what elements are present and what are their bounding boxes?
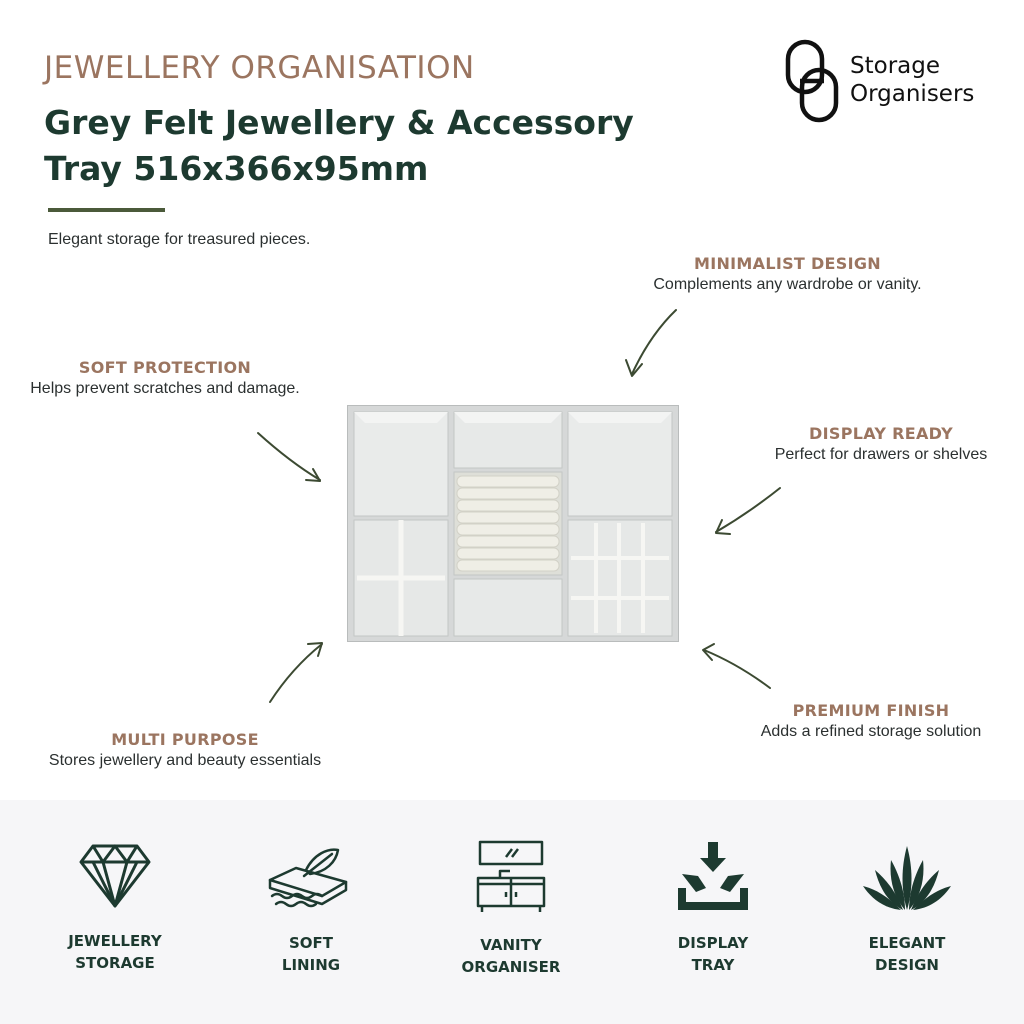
feature-heading: PREMIUM FINISH <box>792 701 950 720</box>
feature-display-ready <box>745 424 1017 464</box>
arrow-premium-finish <box>703 644 770 688</box>
brand-logo <box>784 38 1004 128</box>
benefit-jewellery-storage <box>40 840 190 974</box>
feather-lining-icon <box>266 840 356 912</box>
brand-name-line-2: Organisers <box>850 81 975 107</box>
arrow-soft-protection <box>258 433 320 481</box>
feature-description: Adds a refined storage solution <box>760 723 982 740</box>
benefit-elegant-design <box>832 840 982 976</box>
vanity-icon <box>476 840 546 914</box>
feature-heading: SOFT PROTECTION <box>78 358 252 377</box>
diamond-icon <box>77 840 153 910</box>
brand-name-line-1: Storage <box>850 53 940 79</box>
benefit-label: JEWELLERY STORAGE <box>68 932 162 972</box>
arrow-display-ready <box>716 488 780 534</box>
benefit-label: DISPLAY TRAY <box>677 934 749 974</box>
feature-heading: MINIMALIST DESIGN <box>694 254 881 273</box>
felt-tray-image <box>347 405 679 642</box>
product-subtitle: Elegant storage for treasured pieces. <box>48 231 311 248</box>
feature-description: Stores jewellery and beauty essentials <box>48 752 322 769</box>
benefit-display-tray <box>638 840 788 976</box>
benefit-label: VANITY ORGANISER <box>461 936 561 976</box>
agave-plant-icon <box>861 840 953 912</box>
feature-soft-protection <box>10 358 320 398</box>
feature-heading: MULTI PURPOSE <box>111 730 259 749</box>
benefit-soft-lining <box>236 840 386 976</box>
benefit-label: SOFT LINING <box>281 934 341 974</box>
feature-heading: DISPLAY READY <box>809 424 953 443</box>
feature-description: Helps prevent scratches and damage. <box>30 380 300 397</box>
category-heading: JEWELLERY ORGANISATION <box>44 50 475 86</box>
feature-minimalist-design <box>620 254 955 294</box>
product-title-line-1: Grey Felt Jewellery & Accessory <box>44 103 634 142</box>
feature-premium-finish <box>735 701 1007 741</box>
arrow-minimalist-design <box>626 310 676 376</box>
feature-description: Perfect for drawers or shelves <box>774 446 988 463</box>
benefit-label: ELEGANT DESIGN <box>868 934 946 974</box>
benefit-vanity-organiser <box>436 840 586 978</box>
feature-multi-purpose <box>20 730 350 770</box>
storage-organisers-logo-icon <box>784 38 840 124</box>
title-divider <box>48 208 165 212</box>
product-title-line-2: Tray 516x366x95mm <box>44 149 429 188</box>
tray-down-icon <box>676 840 750 912</box>
feature-description: Complements any wardrobe or vanity. <box>653 276 922 293</box>
product-title <box>44 100 684 192</box>
brand-name <box>850 52 974 108</box>
arrow-multi-purpose <box>270 643 322 702</box>
